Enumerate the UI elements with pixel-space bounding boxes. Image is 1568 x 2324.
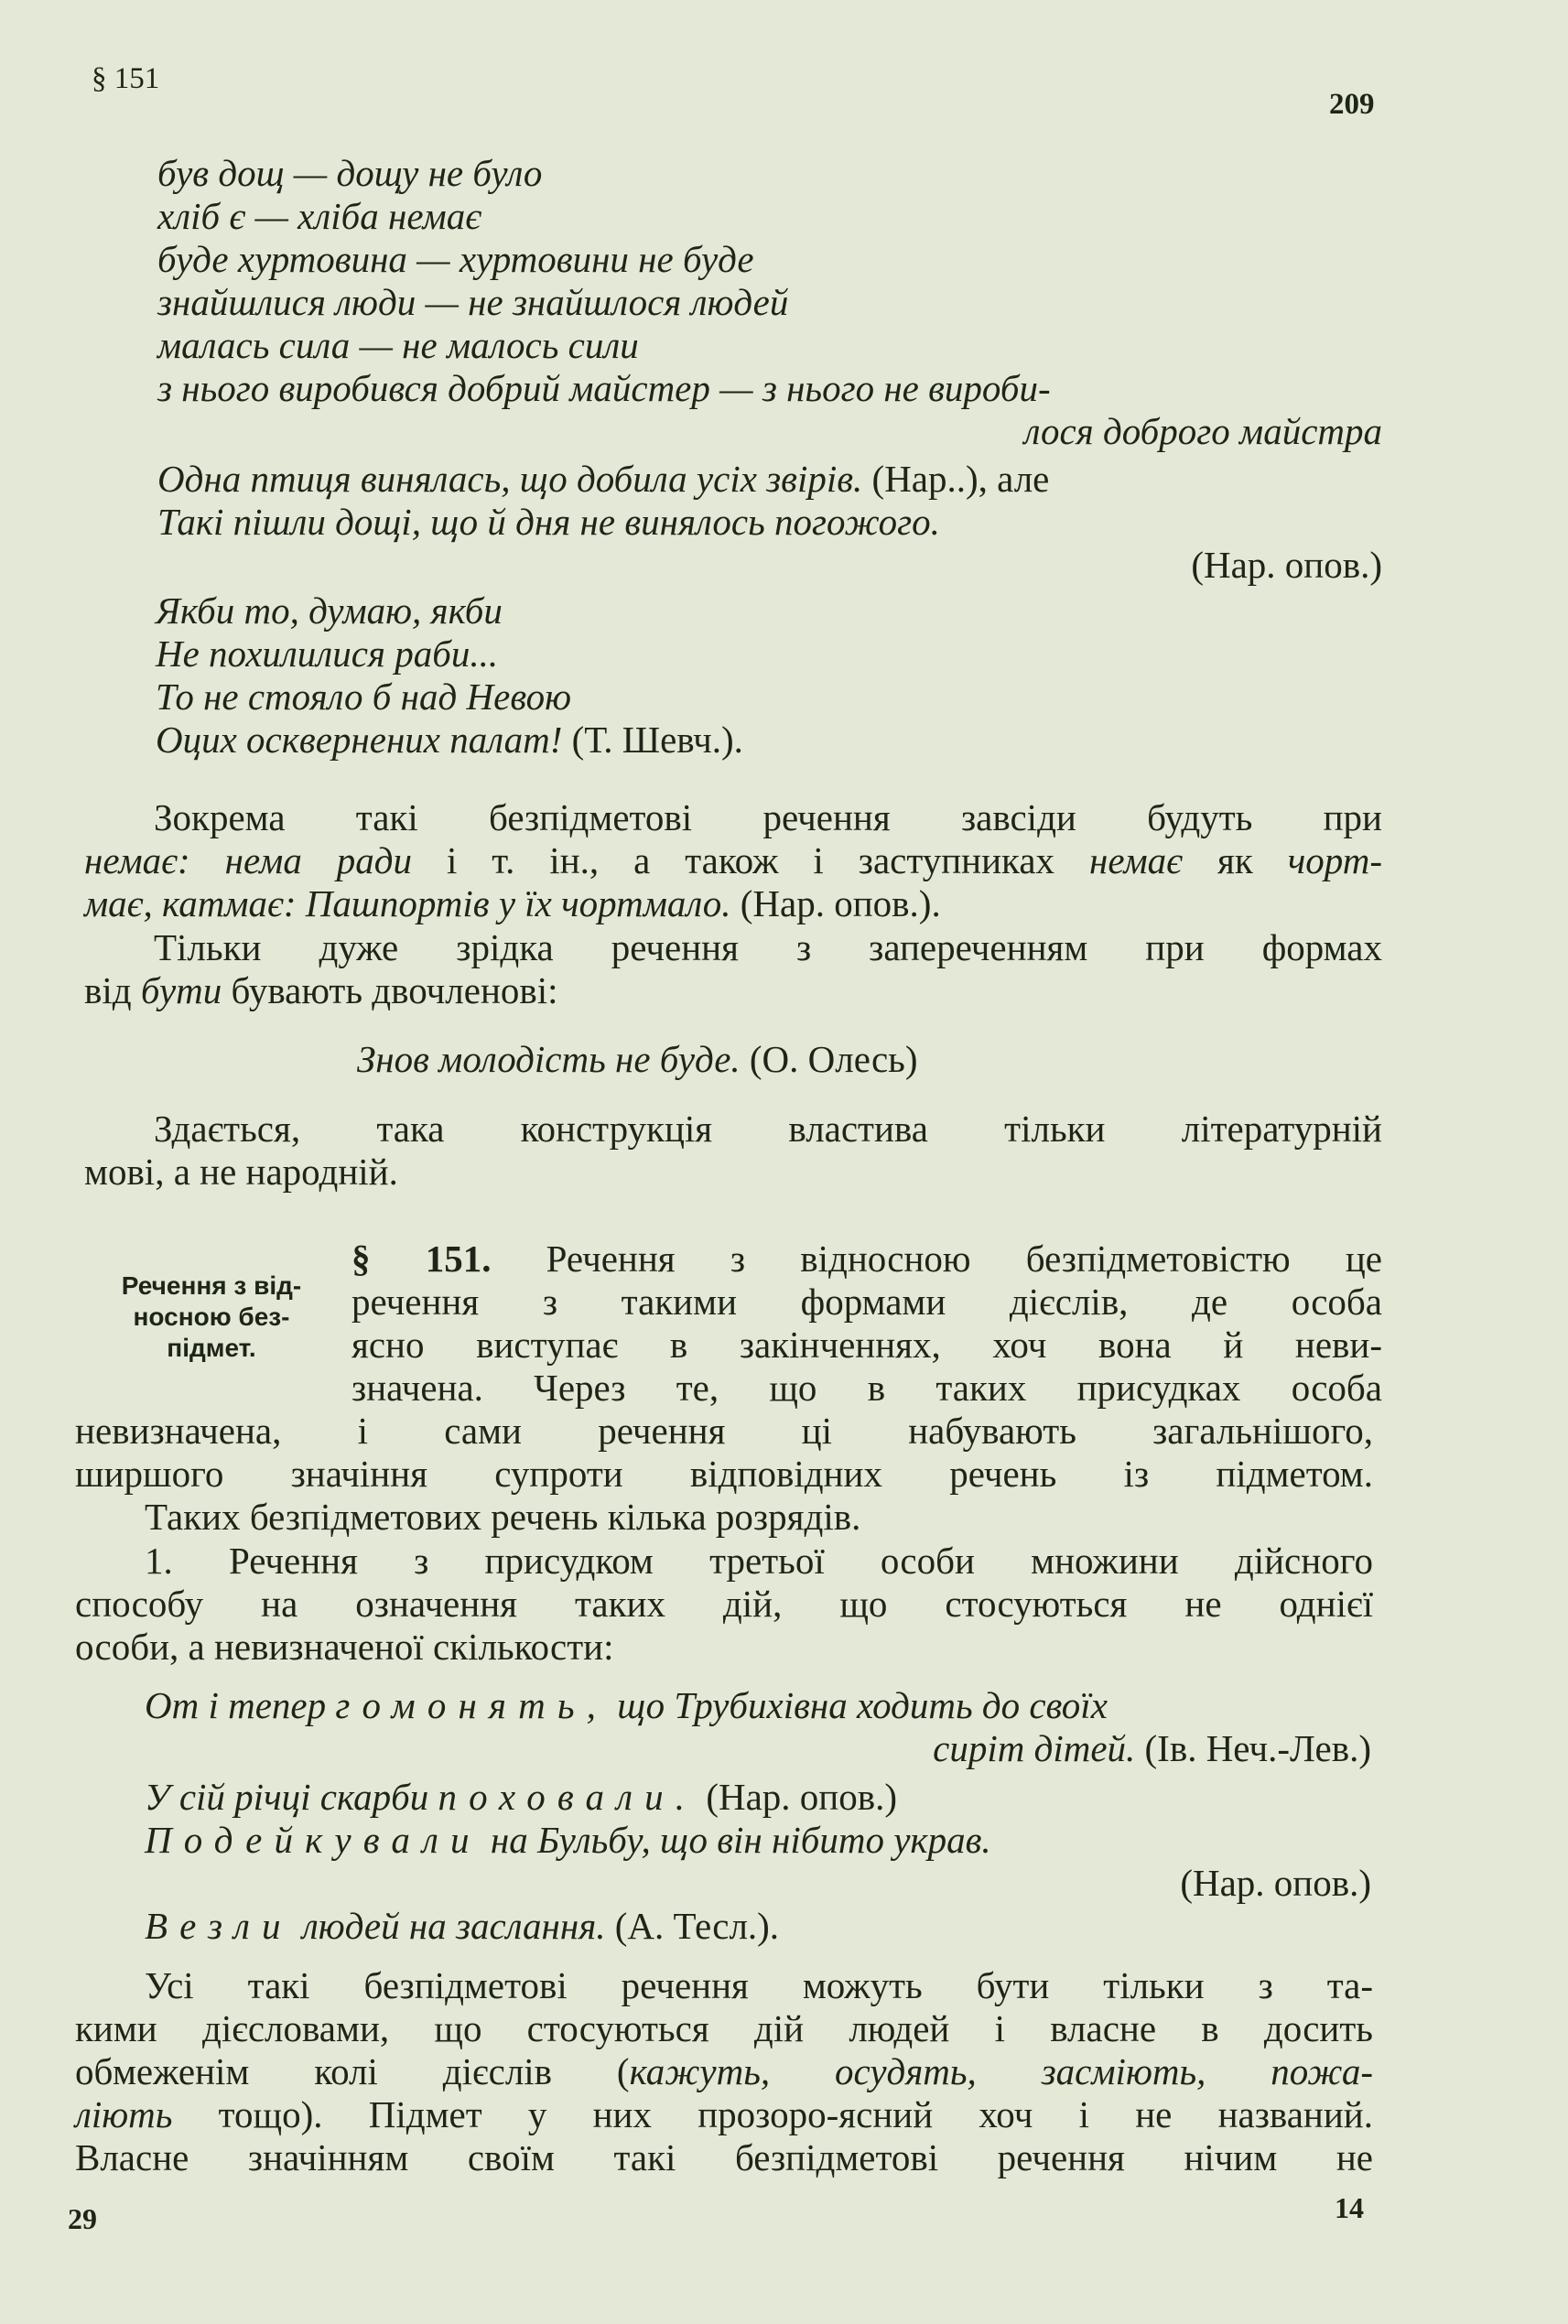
text: від <box>84 969 141 1011</box>
example-source: (Нар..), але <box>862 458 1050 500</box>
item-1 <box>75 1540 1373 1669</box>
term: немає <box>1088 839 1184 881</box>
example-source: (Нар. опов.). <box>730 882 941 924</box>
poem-line: Оцих осквернених палат! <box>156 719 563 761</box>
example-line: лося доброго майстра <box>1023 410 1382 452</box>
paragraph-line: Здається, така конструкція властива тільки літературній <box>154 1108 1382 1150</box>
poem-source: (Т. Шевч.). <box>562 719 743 761</box>
text: Речення з відносною безпідметовістю це <box>491 1238 1382 1280</box>
examples-third-person <box>145 1684 1371 1948</box>
page-number: 209 <box>1329 88 1375 121</box>
paragraph-line: Власне значінням своїм такі безпідметові речення нічим не <box>75 2136 1373 2178</box>
text: обмеженім колі дієслів ( <box>75 2050 630 2092</box>
paragraph-line: 1. Речення з присудком третьої особи множини дійсного <box>145 1540 1373 1582</box>
paragraph-line: кими дієсловами, що стосуються дій людей і власне в досить <box>75 2007 1373 2049</box>
example-text: на Бульбу, що він нібито украв. <box>481 1819 991 1861</box>
margin-note-line: носною без- <box>133 1303 290 1331</box>
poem-line: Не похилилися раби... <box>156 632 499 675</box>
poem-line: Якби то, думаю, якби <box>156 589 503 632</box>
paragraph <box>84 1108 1382 1194</box>
margin-note-line: підмет. <box>167 1334 256 1362</box>
example-pairs <box>157 152 1382 453</box>
paragraph-line: ясно виступає в закінченнях, хоч вона й неви- <box>351 1324 1382 1366</box>
paragraph-line: ширшого значіння супроти відповідних речень із підметом. <box>75 1453 1373 1495</box>
paragraph-line: речення з такими формами дієслів, де особа <box>351 1281 1382 1323</box>
term: ліють <box>75 2093 173 2135</box>
example-source: (Нар. опов.) <box>1191 544 1382 586</box>
paragraph-line: Таких безпідметових речень кілька розрядів. <box>145 1496 861 1538</box>
example-line: був дощ — дощу не було <box>157 152 543 194</box>
example-text: Одна птиця винялась, що добила усіх звірів. <box>157 458 863 500</box>
example-text: Знов молодість не буде. <box>357 1038 741 1080</box>
paragraph <box>84 796 1382 925</box>
example-text: От і тепер <box>145 1684 336 1726</box>
running-head-section: § 151 <box>92 62 160 95</box>
example-vynyatys <box>157 458 1382 587</box>
paragraph <box>75 1964 1373 2179</box>
example-text: сиріт дітей. <box>933 1727 1136 1769</box>
example-line: хліб є — хліба немає <box>157 195 482 237</box>
term: чорт- <box>1287 839 1382 881</box>
paragraph-line: особи, а невизначеної скількости: <box>75 1626 614 1668</box>
paragraph-line: Усі такі безпідметові речення можуть бути тільки з та- <box>145 1964 1373 2006</box>
section-mark: § 151. <box>351 1238 492 1280</box>
example-verb: Везли <box>145 1905 293 1947</box>
example-text: має, катмає: Пашпортів у їх чортмало. <box>84 882 731 924</box>
text: як <box>1183 839 1288 881</box>
footer-number: 14 <box>1335 2191 1364 2224</box>
example-line: малась сила — не малось сили <box>157 324 639 366</box>
example-source: (Нар. опов.) <box>697 1776 898 1818</box>
example-verb: поховали. <box>438 1776 697 1818</box>
example-verb: Подейкували <box>145 1819 481 1861</box>
example-line: з нього виробився добрий майстер — з нього не вироби- <box>157 367 1051 409</box>
section-151-body <box>75 1410 1373 1539</box>
margin-note <box>79 1270 344 1364</box>
paragraph-line: Зокрема такі безпідметові речення завсіди будуть при <box>154 796 1382 838</box>
example-text: Такі пішли дощі, що й дня не винялось погожого. <box>157 501 940 543</box>
term: немає: нема ради <box>84 839 413 881</box>
paragraph <box>84 926 1382 1012</box>
paragraph-line: Тільки дуже зрідка речення з запереченням при формах <box>154 926 1382 968</box>
term: кажуть, осудять, засміють, пожа- <box>629 2050 1373 2092</box>
poem-line: То не стояло б над Невою <box>156 676 571 718</box>
paragraph-line: мові, а не народній. <box>84 1151 398 1193</box>
margin-note-line: Речення з від- <box>121 1271 302 1300</box>
section-151-intro <box>351 1238 1382 1410</box>
example-text: людей на заслання. <box>292 1905 606 1947</box>
poem-quote <box>156 589 1162 762</box>
example-source: (Ів. Неч.-Лев.) <box>1135 1727 1371 1769</box>
paragraph-line: способу на означення таких дій, що стосуються не однієї <box>75 1583 1373 1625</box>
example-source: (Нар. опов.) <box>1180 1862 1371 1904</box>
paragraph-line: невизначена, і сами речення ці набувають загальнішого, <box>75 1410 1373 1452</box>
text: бувають двочленові: <box>222 969 558 1011</box>
example-text: У сій річці скарби <box>145 1776 438 1818</box>
example-source: (О. Олесь) <box>740 1038 918 1080</box>
signature-mark: 29 <box>68 2202 97 2235</box>
text: і т. ін., а також і заступниках <box>412 839 1089 881</box>
paragraph-line: значена. Через те, що в таких присудках особа <box>351 1367 1382 1409</box>
example-quote <box>357 1038 1272 1081</box>
example-source: (А. Тесл.). <box>605 1905 780 1947</box>
example-line: знайшлися люди — не знайшлося людей <box>157 281 789 323</box>
example-verb: гомонять, <box>335 1684 608 1726</box>
text: тощо). Підмет у них прозоро-ясний хоч і не названий. <box>172 2093 1373 2135</box>
example-line: буде хуртовина — хуртовини не буде <box>157 238 754 280</box>
example-text: що Трубихівна ходить до своїх <box>607 1684 1108 1726</box>
term: бути <box>140 969 222 1011</box>
